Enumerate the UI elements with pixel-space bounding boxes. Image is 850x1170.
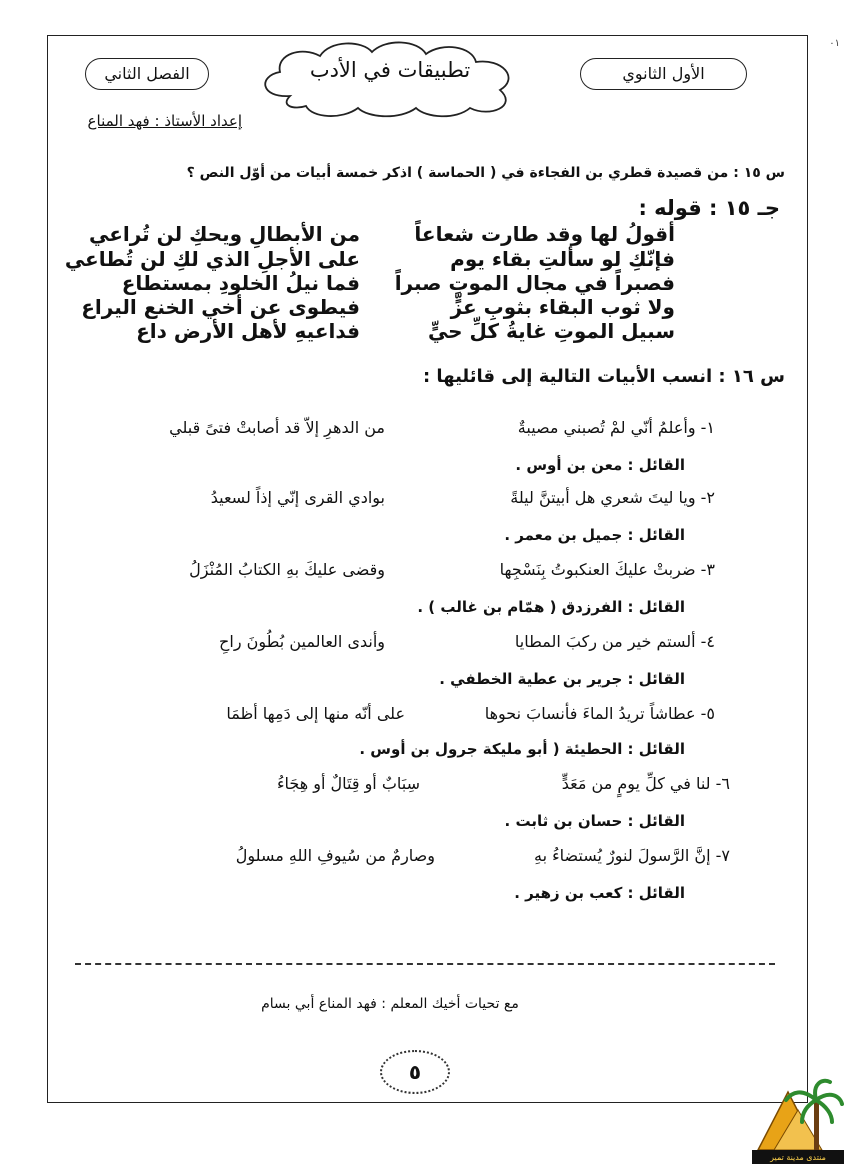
poem-hemistich-right: ولا ثوب البقاء بثوبِ عزٍّ [450,295,675,319]
verse-first-hemistich: ٤- ألستم خير من ركبَ المطايا [514,632,715,651]
poem-hemistich-right: فإنّكِ لو سألتِ بقاء يوم [450,247,675,271]
question-15: س ١٥ : من قصيدة قطري بن الفجاءة في ( الحماسة ) اذكر خمسة أبيات من أوّل النص ؟ [186,165,785,181]
poem-hemistich-right: سبيل الموتِ غايةُ كلِّ حيٍّ [427,319,675,343]
poem-hemistich-left: من الأبطالِ ويحكِ لن تُراعي [88,222,360,246]
verse-speaker: القائل : الفرزدق ( همّام بن غالب ) . [417,598,685,616]
divider [75,963,775,965]
verse-second-hemistich: على أنّه منها إلى دَمِها أظمَا [226,704,405,723]
verse-speaker: القائل : جرير بن عطية الخطفي . [439,670,685,688]
verse-second-hemistich: سِبَابٌ أو قِتَالٌ أو هِجَاءُ [277,774,420,793]
verse-speaker: القائل : كعب بن زهير . [514,884,685,902]
corner-mark: ٠١ [829,38,840,49]
grade-badge: الأول الثانوي [580,58,747,90]
verse-speaker: القائل : جميل بن معمر . [504,526,685,544]
poem-hemistich-left: فما نيلُ الخلودِ بمستطاع [121,271,360,295]
verse-second-hemistich: من الدهرِ إلاّ قد أصابتْ فتىً قبلي [169,418,385,437]
page-title: تطبيقات في الأدب [309,58,471,82]
verse-first-hemistich: ٥- عطاشاً تريدُ الماءَ فأنسابَ نحوها [484,704,715,723]
verse-speaker: القائل : الحطيئة ( أبو مليكة جرول بن أوس . [359,740,685,758]
answer-15-label: جـ ١٥ : قوله : [638,196,780,220]
logo-text: منتدى مدينة تمير [770,1153,826,1162]
verse-first-hemistich: ٧- إنَّ الرَّسولَ لنورٌ يُستضاءُ بهِ [534,846,730,865]
poem-hemistich-right: أقولُ لها وقد طارت شعاعاً [414,222,675,246]
verse-first-hemistich: ٦- لنا في كلِّ يومٍ من مَعَدٍّ [561,774,730,793]
verse-second-hemistich: وقضى عليكَ بهِ الكتابُ المُنْزَلُ [189,560,385,579]
verse-first-hemistich: ١- وأعلمُ أنّي لمْ تُصبني مصيبةٌ [517,418,715,437]
verse-second-hemistich: وأندى العالمين بُطُونَ راحِ [219,632,385,651]
verse-first-hemistich: ٢- ويا ليتَ شعري هل أبيتنَّ ليلةً [510,488,715,507]
verse-second-hemistich: وصارمٌ من سُيوفِ اللهِ مسلولُ [235,846,435,865]
page-number: ٥ [380,1050,450,1094]
closing-note: مع تحيات أخيك المعلم : فهد المناع أبي بسام [261,996,519,1012]
prepared-by: إعداد الأستاذ : فهد المناع [87,112,242,130]
poem-hemistich-left: فيطوى عن أخي الخنع اليراع [81,295,360,319]
palm-tree-logo-icon [752,1070,844,1166]
term-badge: الفصل الثاني [85,58,209,90]
verse-speaker: القائل : معن بن أوس . [515,456,685,474]
question-16: س ١٦ : انسب الأبيات التالية إلى قائليها : [422,366,785,387]
verse-first-hemistich: ٣- ضربتْ عليكَ العنكبوتُ بِنَسْجِها [499,560,715,579]
verse-speaker: القائل : حسان بن ثابت . [504,812,685,830]
poem-hemistich-left: على الأجلِ الذي لكِ لن تُطاعي [64,247,360,271]
poem-hemistich-left: فداعيهِ لأهل الأرض داع [136,319,360,343]
poem-hemistich-right: فصبراً في مجال الموتِ صبراً [394,271,675,295]
verse-second-hemistich: بوادي القرى إنّي إذاً لسعيدُ [210,488,385,507]
